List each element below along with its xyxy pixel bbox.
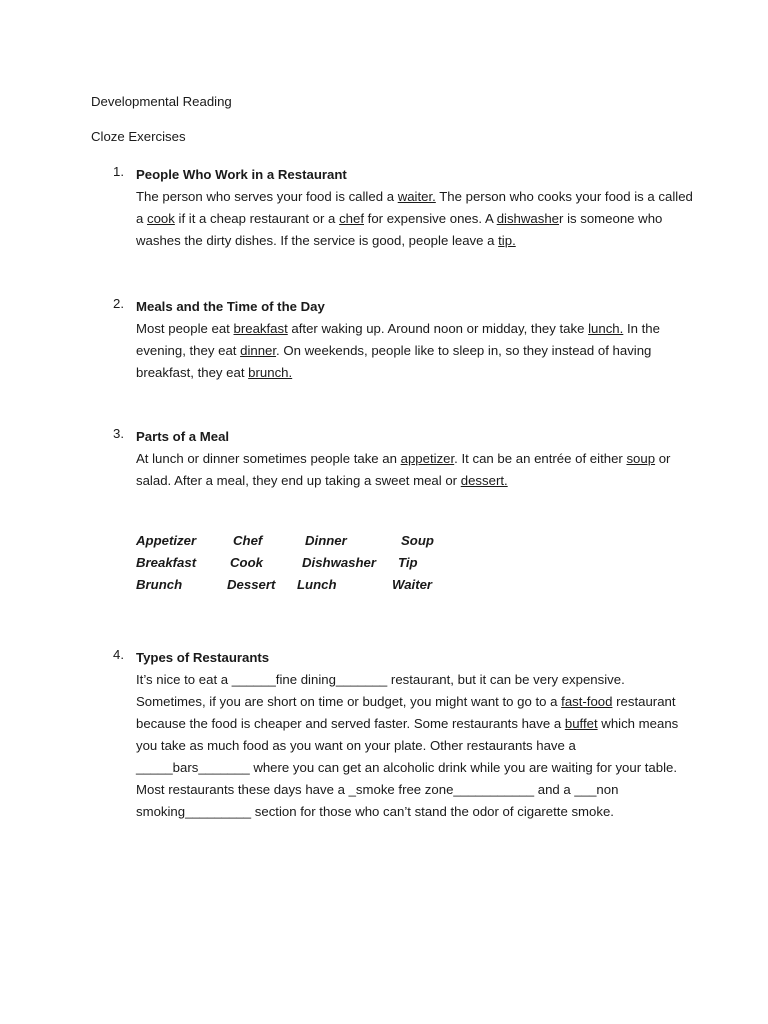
paragraph-text: In the evening, they eat (136, 321, 660, 358)
word-bank-word: Chef (233, 533, 263, 548)
section-title: Parts of a Meal (136, 429, 230, 444)
word-bank-word: Lunch (297, 577, 337, 592)
word-bank-word: Breakfast (136, 555, 197, 570)
paragraph-text: It’s nice to eat a ______fine dining_______ restaurant, but it can be very expensive. Sometimes, if you are short on time or budget, you might want to go to a (136, 672, 625, 709)
section-title: Types of Restaurants (136, 650, 270, 665)
section-title: Meals and the Time of the Day (136, 299, 325, 314)
section-number: 4. (113, 647, 124, 662)
filled-answer: fast-food (561, 694, 613, 709)
paragraph-text: or salad. After a meal, they end up taking a sweet meal or (136, 451, 671, 488)
filled-answer: chef (339, 211, 364, 226)
word-bank-word: Appetizer (136, 533, 197, 548)
filled-answer: buffet (564, 716, 598, 731)
paragraph-text: At lunch or dinner sometimes people take an (136, 451, 401, 466)
filled-answer: appetizer (400, 451, 455, 466)
word-bank-word: Brunch (136, 577, 183, 592)
section-paragraph (136, 318, 693, 384)
document-title: Developmental Reading (91, 94, 232, 109)
filled-answer: dishwashe (496, 211, 560, 226)
section-number: 1. (113, 164, 124, 179)
section-title: People Who Work in a Restaurant (136, 167, 347, 182)
section-number: 3. (113, 426, 124, 441)
filled-answer: dinner (240, 343, 277, 358)
word-bank-word: Tip (398, 555, 418, 570)
word-bank-word: Soup (401, 533, 434, 548)
filled-answer: cook (147, 211, 175, 226)
word-bank-word: Dessert (227, 577, 276, 592)
section-paragraph (136, 448, 693, 492)
paragraph-text: which means you take as much food as you want on your plate. Other restaurants have a _____bars_______ where you can get an alcoholic drink while you are waiting for your table. Most restaurants these days have a _smoke free zone___________ and a ___non smoking_________ section for those who can’t stand the odor of cigarette smoke. (136, 716, 679, 819)
word-bank-word: Dishwasher (302, 555, 377, 570)
paragraph-text: if it a cheap restaurant or a (174, 211, 340, 226)
paragraph-text: r is someone who washes the dirty dishes. If the service is good, people leave a (136, 211, 663, 248)
word-bank-word: Waiter (392, 577, 433, 592)
word-bank-word: Dinner (305, 533, 347, 548)
section-number: 2. (113, 296, 124, 311)
paragraph-text: restaurant because the food is cheaper and served faster. Some restaurants have a (136, 694, 676, 731)
filled-answer: lunch. (588, 321, 624, 336)
section-paragraph (136, 669, 693, 823)
word-bank-word: Cook (230, 555, 263, 570)
paragraph-text: for expensive ones. A (364, 211, 497, 226)
paragraph-text: Most people eat (136, 321, 234, 336)
paragraph-text: . On weekends, people like to sleep in, so they instead of having breakfast, they eat (136, 343, 652, 380)
filled-answer: waiter. (397, 189, 436, 204)
paragraph-text: The person who serves your food is called a (136, 189, 398, 204)
paragraph-text: The person who cooks your food is a called a (136, 189, 693, 226)
filled-answer: brunch. (248, 365, 293, 380)
section-paragraph (136, 186, 693, 252)
filled-answer: breakfast (233, 321, 288, 336)
paragraph-text: after waking up. Around noon or midday, they take (287, 321, 589, 336)
filled-answer: soup (626, 451, 656, 466)
filled-answer: dessert. (460, 473, 508, 488)
document-subtitle: Cloze Exercises (91, 129, 186, 144)
filled-answer: tip. (498, 233, 516, 248)
paragraph-text: . It can be an entrée of either (454, 451, 627, 466)
